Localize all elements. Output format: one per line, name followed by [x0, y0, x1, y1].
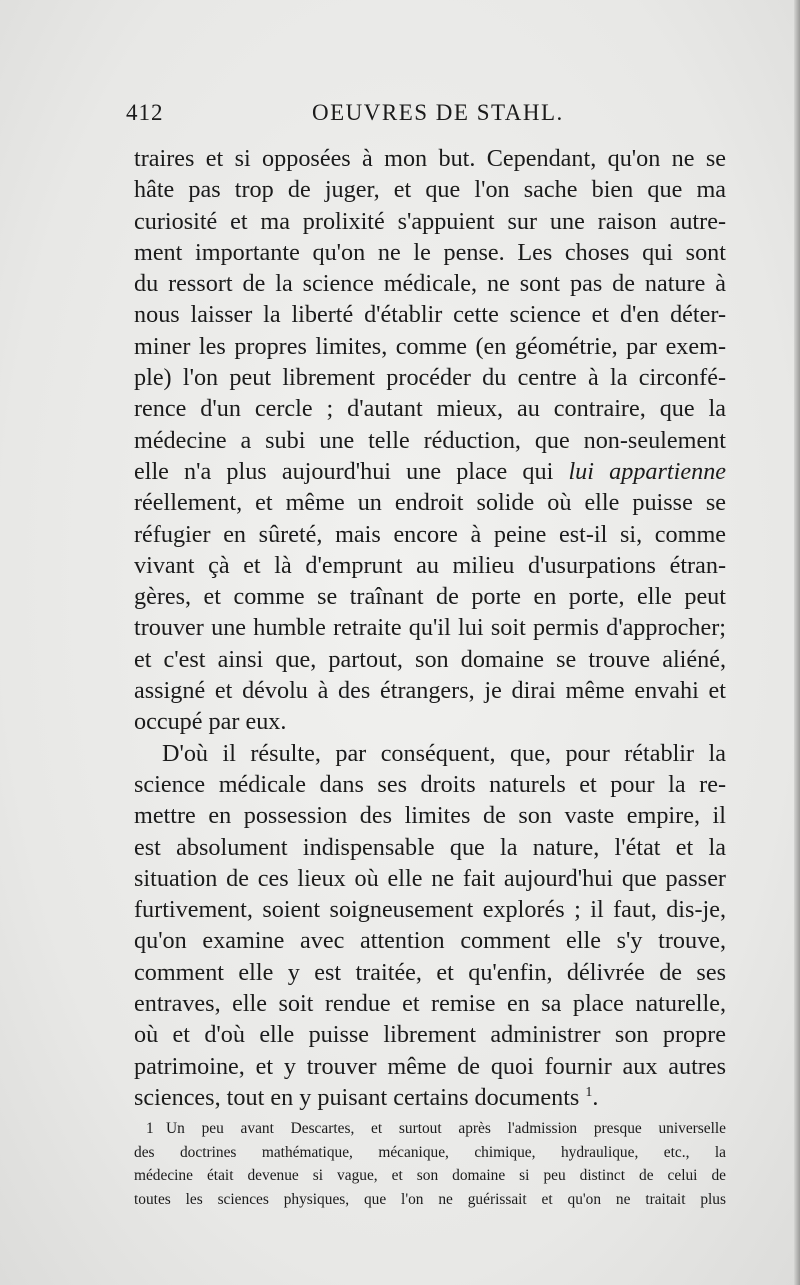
footnote-line: des doctrines mathématique, mécanique, chimique, hydraulique, etc., la — [134, 1143, 726, 1161]
text-line: et c'est ainsi que, partout, son domaine se trouve aliéné, — [134, 645, 726, 673]
end-punctuation: . — [592, 1083, 599, 1111]
text-line: traires et si opposées à mon but. Cependant, qu'on ne se — [134, 145, 726, 172]
text-line: du ressort de la science médicale, ne sont pas de nature à — [134, 270, 726, 298]
body-text — [134, 143, 726, 1113]
text-line: situation de ces lieux où elle ne fait aujourd'hui que passer — [134, 864, 726, 892]
page-number: 412 — [126, 100, 164, 125]
text-line: mettre en possession des limites de son vaste empire, il — [134, 802, 726, 830]
running-title: OEUVRES DE STAHL. — [312, 100, 564, 125]
text-line: médecine a subi une telle réduction, que non-seulement — [134, 426, 726, 454]
footnote-reference: 1 — [585, 1084, 593, 1100]
footnote-line: médecine était devenue si vague, et son domaine si peu distinct de celui de — [134, 1167, 726, 1185]
text-line: patrimoine, et y trouver même de quoi fournir aux autres — [134, 1052, 726, 1080]
footnote-line — [134, 1117, 726, 1141]
text-line: entraves, elle soit rendue et remise en sa place naturelle, — [134, 990, 726, 1018]
paragraph-start-line: D'où il résulte, par conséquent, que, pour rétablir la — [162, 739, 726, 767]
text-line: ple) l'on peut librement procéder du centre à la circonfé- — [134, 364, 726, 392]
text-line: hâte pas trop de juger, et que l'on sache bien que ma — [134, 176, 726, 204]
footnote-block — [134, 1117, 726, 1211]
text-line: comment elle y est traitée, et qu'enfin, délivrée de ses — [134, 958, 726, 986]
text-line: curiosité et ma prolixité s'appuient sur une raison autre- — [134, 207, 726, 235]
footnote-line: toutes les sciences physiques, que l'on ne guérissait et qu'on ne traitait plus — [134, 1190, 726, 1208]
italic-phrase: lui appartienne — [568, 457, 727, 485]
text-line: ment importante qu'on ne le pense. Les choses qui sont — [134, 238, 726, 266]
text-segment: sciences, tout en y puisant certains documents — [134, 1083, 580, 1111]
text-line: miner les propres limites, comme (en géométrie, par exem- — [134, 332, 726, 360]
page-header — [126, 100, 706, 136]
footnote-text: Un peu avant Descartes, et surtout après l'admission presque universelle — [166, 1120, 726, 1137]
footnote-number: 1 — [146, 1120, 154, 1137]
text-line: réfugier en sûreté, mais encore à peine est-il si, comme — [134, 520, 726, 548]
text-segment: elle n'a plus aujourd'hui une place qui — [134, 457, 554, 485]
text-line: vivant çà et là d'emprunt au milieu d'usurpations étran- — [134, 551, 726, 579]
text-line: science médicale dans ses droits naturels et pour la re- — [134, 770, 726, 798]
text-line: nous laisser la liberté d'établir cette science et d'en déter- — [134, 301, 726, 329]
text-line: où et d'où elle puisse librement administrer son propre — [134, 1021, 726, 1049]
text-line-with-footnote-ref — [134, 1082, 726, 1113]
text-line: qu'on examine avec attention comment elle s'y trouve, — [134, 927, 726, 955]
text-line: rence d'un cercle ; d'autant mieux, au contraire, que la — [134, 395, 726, 423]
text-line: est absolument indispensable que la nature, l'état et la — [134, 833, 726, 861]
text-line: réellement, et même un endroit solide où elle puisse se — [134, 489, 726, 517]
text-line-with-italic — [134, 456, 726, 487]
text-line: trouver une humble retraite qu'il lui soit permis d'approcher; — [134, 614, 726, 642]
text-line: occupé par eux. — [134, 708, 287, 736]
text-line: furtivement, soient soigneusement explorés ; il faut, dis-je, — [134, 896, 726, 924]
text-line: gères, et comme se traînant de porte en porte, elle peut — [134, 583, 726, 611]
page-edge-shadow — [794, 0, 800, 1285]
text-line: assigné et dévolu à des étrangers, je dirai même envahi et — [134, 677, 726, 705]
